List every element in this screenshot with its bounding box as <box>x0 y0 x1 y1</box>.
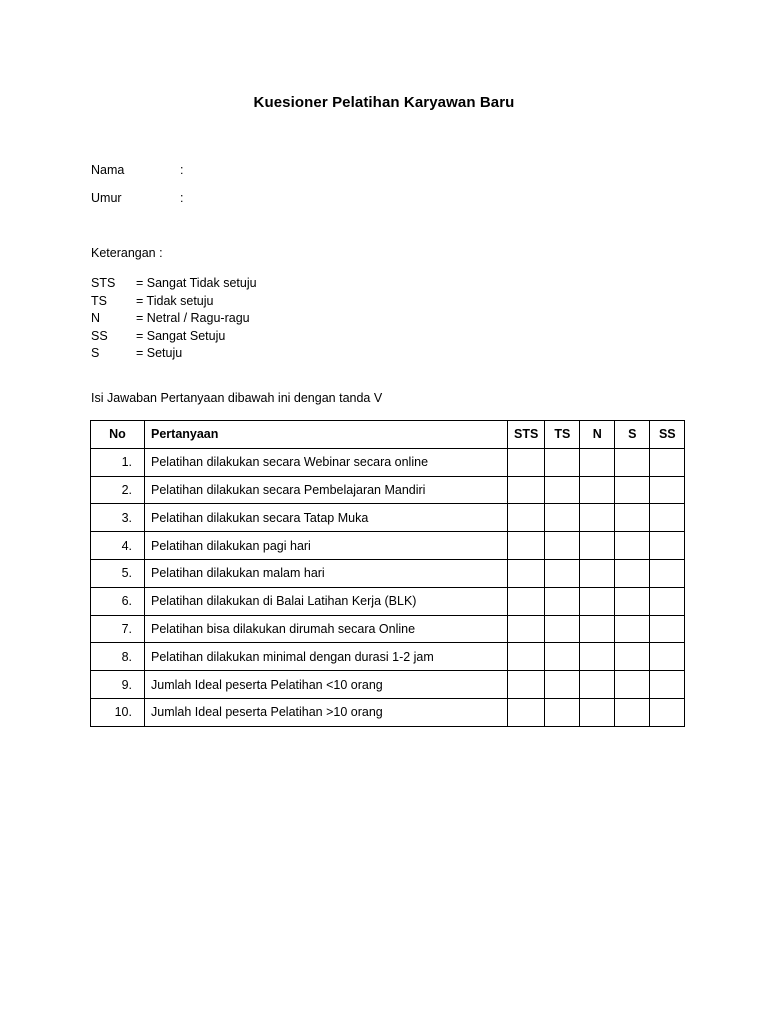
row-question: Jumlah Ideal peserta Pelatihan >10 orang <box>145 698 508 726</box>
row-number: 2. <box>91 476 145 504</box>
table-row <box>91 587 685 615</box>
answer-cell-ss[interactable] <box>650 643 685 671</box>
table-row <box>91 671 685 699</box>
legend-desc: = Tidak setuju <box>136 293 214 308</box>
answer-cell-s[interactable] <box>615 615 650 643</box>
answer-cell-ts[interactable] <box>545 615 580 643</box>
field-nama-label: Nama <box>91 163 125 177</box>
keterangan-label: Keterangan : <box>91 246 163 260</box>
answer-cell-ts[interactable] <box>545 698 580 726</box>
header-s: S <box>615 421 650 449</box>
answer-cell-s[interactable] <box>615 504 650 532</box>
answer-cell-ss[interactable] <box>650 504 685 532</box>
answer-cell-s[interactable] <box>615 587 650 615</box>
answer-cell-ss[interactable] <box>650 615 685 643</box>
answer-cell-ss[interactable] <box>650 587 685 615</box>
header-ts: TS <box>545 421 580 449</box>
answer-cell-ss[interactable] <box>650 559 685 587</box>
row-number: 10. <box>91 698 145 726</box>
legend-desc: = Sangat Setuju <box>136 328 226 343</box>
answer-cell-sts[interactable] <box>508 559 545 587</box>
row-question: Pelatihan dilakukan minimal dengan durasi 1-2 jam <box>145 643 508 671</box>
table-header-row <box>91 421 685 449</box>
answer-cell-sts[interactable] <box>508 698 545 726</box>
row-number: 7. <box>91 615 145 643</box>
answer-cell-s[interactable] <box>615 698 650 726</box>
answer-cell-ts[interactable] <box>545 671 580 699</box>
row-question: Pelatihan dilakukan pagi hari <box>145 532 508 560</box>
questionnaire-table <box>90 420 685 727</box>
field-umur-separator: : <box>180 191 184 205</box>
legend-desc: = Netral / Ragu-ragu <box>136 311 250 325</box>
row-number: 3. <box>91 504 145 532</box>
answer-cell-s[interactable] <box>615 532 650 560</box>
row-question: Pelatihan dilakukan secara Webinar secara online <box>145 448 508 476</box>
row-number: 8. <box>91 643 145 671</box>
row-number: 6. <box>91 587 145 615</box>
legend-code: TS <box>91 293 107 308</box>
row-question: Pelatihan dilakukan secara Tatap Muka <box>145 504 508 532</box>
document-title: Kuesioner Pelatihan Karyawan Baru <box>253 94 515 111</box>
header-question: Pertanyaan <box>145 421 508 449</box>
answer-cell-ts[interactable] <box>545 587 580 615</box>
answer-cell-n[interactable] <box>580 476 615 504</box>
legend-desc: = Sangat Tidak setuju <box>136 276 257 290</box>
answer-cell-n[interactable] <box>580 698 615 726</box>
answer-cell-sts[interactable] <box>508 615 545 643</box>
table-row <box>91 532 685 560</box>
answer-cell-n[interactable] <box>580 587 615 615</box>
answer-cell-ss[interactable] <box>650 448 685 476</box>
answer-cell-n[interactable] <box>580 559 615 587</box>
answer-cell-n[interactable] <box>580 615 615 643</box>
legend-desc: = Setuju <box>136 346 183 360</box>
legend-code: SS <box>91 328 108 343</box>
row-question: Pelatihan dilakukan di Balai Latihan Kerja (BLK) <box>145 587 508 615</box>
row-number: 1. <box>91 448 145 476</box>
legend-code: S <box>91 346 100 360</box>
answer-cell-n[interactable] <box>580 671 615 699</box>
table-row <box>91 448 685 476</box>
legend-code: STS <box>91 276 116 290</box>
answer-cell-s[interactable] <box>615 476 650 504</box>
field-umur <box>91 191 184 205</box>
table-row <box>91 698 685 726</box>
instruction-text: Isi Jawaban Pertanyaan dibawah ini dengan tanda V <box>91 391 383 405</box>
row-question: Pelatihan bisa dilakukan dirumah secara Online <box>145 615 508 643</box>
answer-cell-s[interactable] <box>615 643 650 671</box>
answer-cell-ss[interactable] <box>650 671 685 699</box>
field-umur-label: Umur <box>91 191 122 205</box>
row-question: Pelatihan dilakukan secara Pembelajaran Mandiri <box>145 476 508 504</box>
table-row <box>91 643 685 671</box>
table-row <box>91 504 685 532</box>
header-sts: STS <box>508 421 545 449</box>
answer-cell-ts[interactable] <box>545 504 580 532</box>
answer-cell-ts[interactable] <box>545 559 580 587</box>
answer-cell-s[interactable] <box>615 671 650 699</box>
field-nama-separator: : <box>180 163 184 177</box>
answer-cell-sts[interactable] <box>508 671 545 699</box>
answer-cell-ss[interactable] <box>650 476 685 504</box>
table-row <box>91 615 685 643</box>
answer-cell-n[interactable] <box>580 504 615 532</box>
answer-cell-sts[interactable] <box>508 532 545 560</box>
legend-code: N <box>91 311 101 325</box>
answer-cell-ts[interactable] <box>545 643 580 671</box>
answer-cell-ts[interactable] <box>545 476 580 504</box>
row-number: 9. <box>91 671 145 699</box>
row-question: Pelatihan dilakukan malam hari <box>145 559 508 587</box>
answer-cell-ss[interactable] <box>650 532 685 560</box>
answer-cell-n[interactable] <box>580 448 615 476</box>
row-question: Jumlah Ideal peserta Pelatihan <10 orang <box>145 671 508 699</box>
answer-cell-sts[interactable] <box>508 448 545 476</box>
answer-cell-sts[interactable] <box>508 504 545 532</box>
answer-cell-ts[interactable] <box>545 448 580 476</box>
answer-cell-s[interactable] <box>615 559 650 587</box>
header-no: No <box>91 421 145 449</box>
answer-cell-sts[interactable] <box>508 643 545 671</box>
answer-cell-sts[interactable] <box>508 476 545 504</box>
table-row <box>91 559 685 587</box>
table-row <box>91 476 685 504</box>
answer-cell-n[interactable] <box>580 532 615 560</box>
answer-cell-ts[interactable] <box>545 532 580 560</box>
row-number: 5. <box>91 559 145 587</box>
header-ss: SS <box>650 421 685 449</box>
answer-cell-sts[interactable] <box>508 587 545 615</box>
answer-cell-s[interactable] <box>615 448 650 476</box>
answer-cell-ss[interactable] <box>650 698 685 726</box>
header-n: N <box>580 421 615 449</box>
answer-cell-n[interactable] <box>580 643 615 671</box>
row-number: 4. <box>91 532 145 560</box>
field-nama <box>91 163 184 177</box>
